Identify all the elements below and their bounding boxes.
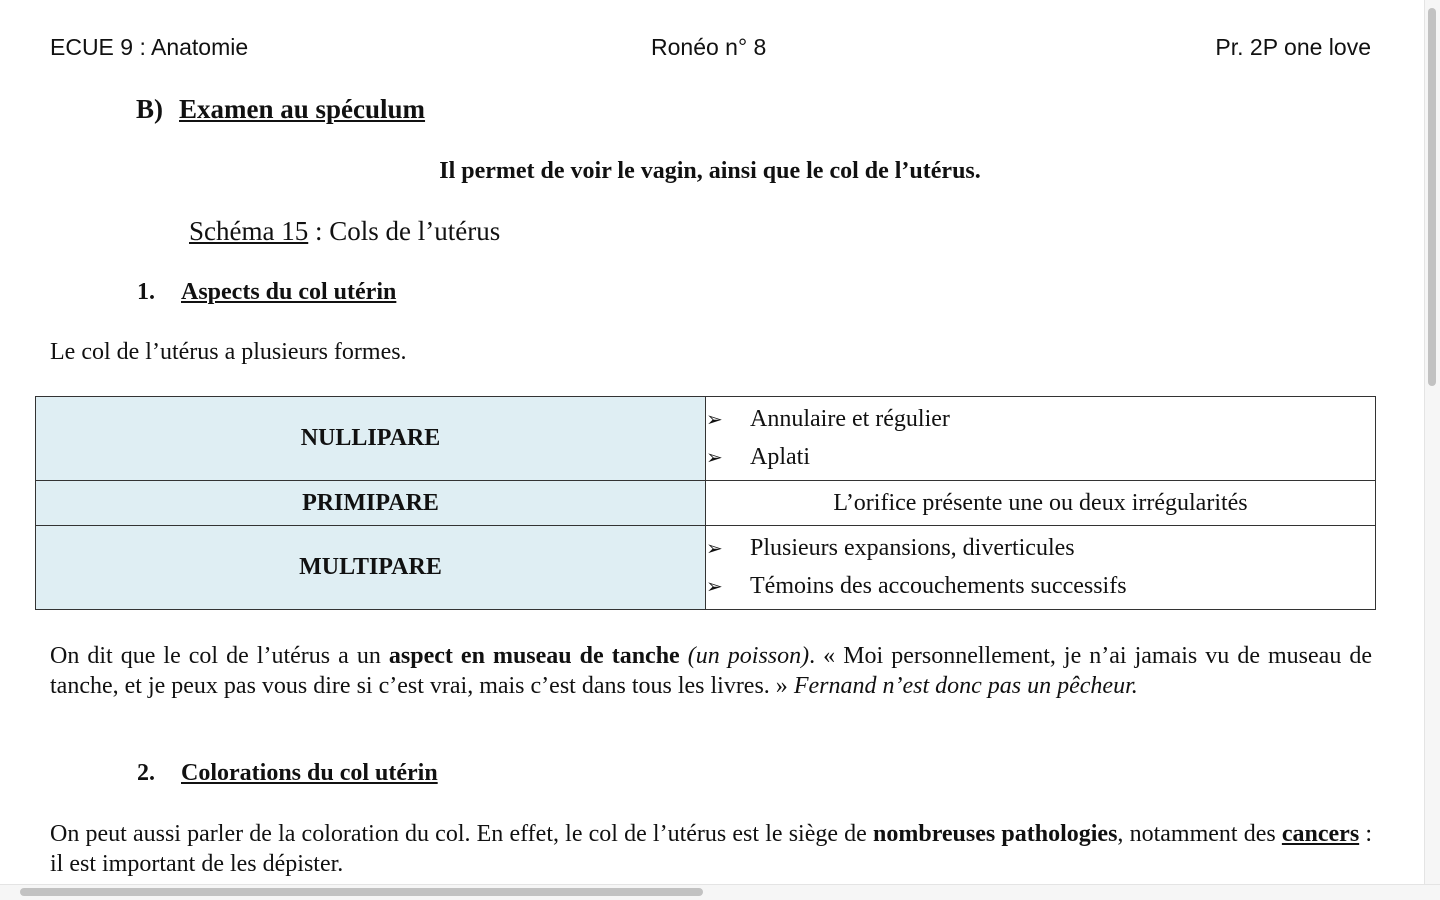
arrow-bullet-icon: ➢ (706, 408, 723, 431)
subheading-number: 1. (137, 279, 155, 305)
subheading-number: 2. (137, 760, 155, 786)
arrow-bullet-icon: ➢ (706, 537, 723, 560)
header-course: ECUE 9 : Anatomie (50, 34, 249, 60)
subheading-aspects (137, 279, 396, 306)
row-type-cell: MULTIPARE (36, 526, 706, 610)
text-run: On dit que le col de l’utérus a un (50, 643, 389, 669)
bold-term: nombreuses pathologies (873, 821, 1118, 847)
list-item (706, 401, 1375, 439)
subheading-colorations (137, 760, 438, 787)
header-roneo-number: Ronéo n° 8 (651, 34, 767, 60)
bold-underlined-term: cancers (1281, 821, 1360, 847)
paragraph-coloration (50, 819, 1372, 879)
text-run: . « Moi personnellement, je n’ai jamais vu de museau de tanche, et je peux pas vous dire si c’est vrai, mais c’est dans tous les livres. » (50, 643, 1373, 699)
list-item (706, 568, 1375, 606)
intro-sentence: Il permet de voir le vagin, ainsi que le col de l’utérus. (439, 158, 981, 184)
cervix-aspects-table (35, 396, 1376, 610)
section-heading-b (136, 94, 425, 125)
vertical-scrollbar-thumb[interactable] (1428, 8, 1436, 386)
arrow-bullet-icon: ➢ (706, 575, 723, 598)
page-header (50, 34, 1371, 66)
list-item-text: Annulaire et régulier (750, 405, 950, 432)
row-description-cell: L’orifice présente une ou deux irrégularités (706, 481, 1376, 526)
text-run: , notamment des (1117, 821, 1282, 847)
text-run: On peut aussi parler de la coloration du col. En effet, le col de l’utérus est le siège de (50, 821, 873, 847)
text-run: : il est important de les dépister. (50, 821, 1373, 877)
italic-note: Fernand n’est donc pas un pêcheur. (793, 672, 1138, 699)
italic-note: (un poisson) (687, 643, 810, 669)
paragraph-forms: Le col de l’utérus a plusieurs formes. (50, 339, 407, 365)
arrow-bullet-icon: ➢ (706, 446, 723, 469)
schema-label: Schéma 15 (189, 216, 309, 246)
row-type-cell: PRIMIPARE (36, 481, 706, 526)
table-row (36, 481, 1376, 526)
list-item (706, 439, 1375, 477)
row-description-cell (706, 397, 1376, 481)
row-type-cell: NULLIPARE (36, 397, 706, 481)
text-run (680, 643, 688, 669)
list-item-text: Plusieurs expansions, diverticules (750, 534, 1075, 561)
row-description-cell (706, 526, 1376, 610)
table-row (36, 397, 1376, 481)
horizontal-scrollbar[interactable] (0, 884, 1440, 900)
horizontal-scrollbar-thumb[interactable] (20, 888, 703, 896)
schema-caption (189, 216, 500, 247)
section-title: Examen au spéculum (179, 94, 426, 124)
vertical-scrollbar[interactable] (1424, 0, 1440, 885)
table-row (36, 526, 1376, 610)
list-item (706, 530, 1375, 568)
section-letter: B) (136, 94, 163, 124)
list-item-text: Aplati (750, 443, 810, 470)
subheading-title: Colorations du col utérin (181, 760, 438, 786)
list-item-text: Témoins des accouchements successifs (750, 572, 1127, 599)
schema-description: : Cols de l’utérus (308, 216, 501, 246)
bold-term: aspect en museau de tanche (388, 643, 680, 669)
subheading-title: Aspects du col utérin (181, 279, 397, 305)
header-professor: Pr. 2P one love (1215, 34, 1371, 60)
paragraph-museau-de-tanche (50, 642, 1372, 701)
